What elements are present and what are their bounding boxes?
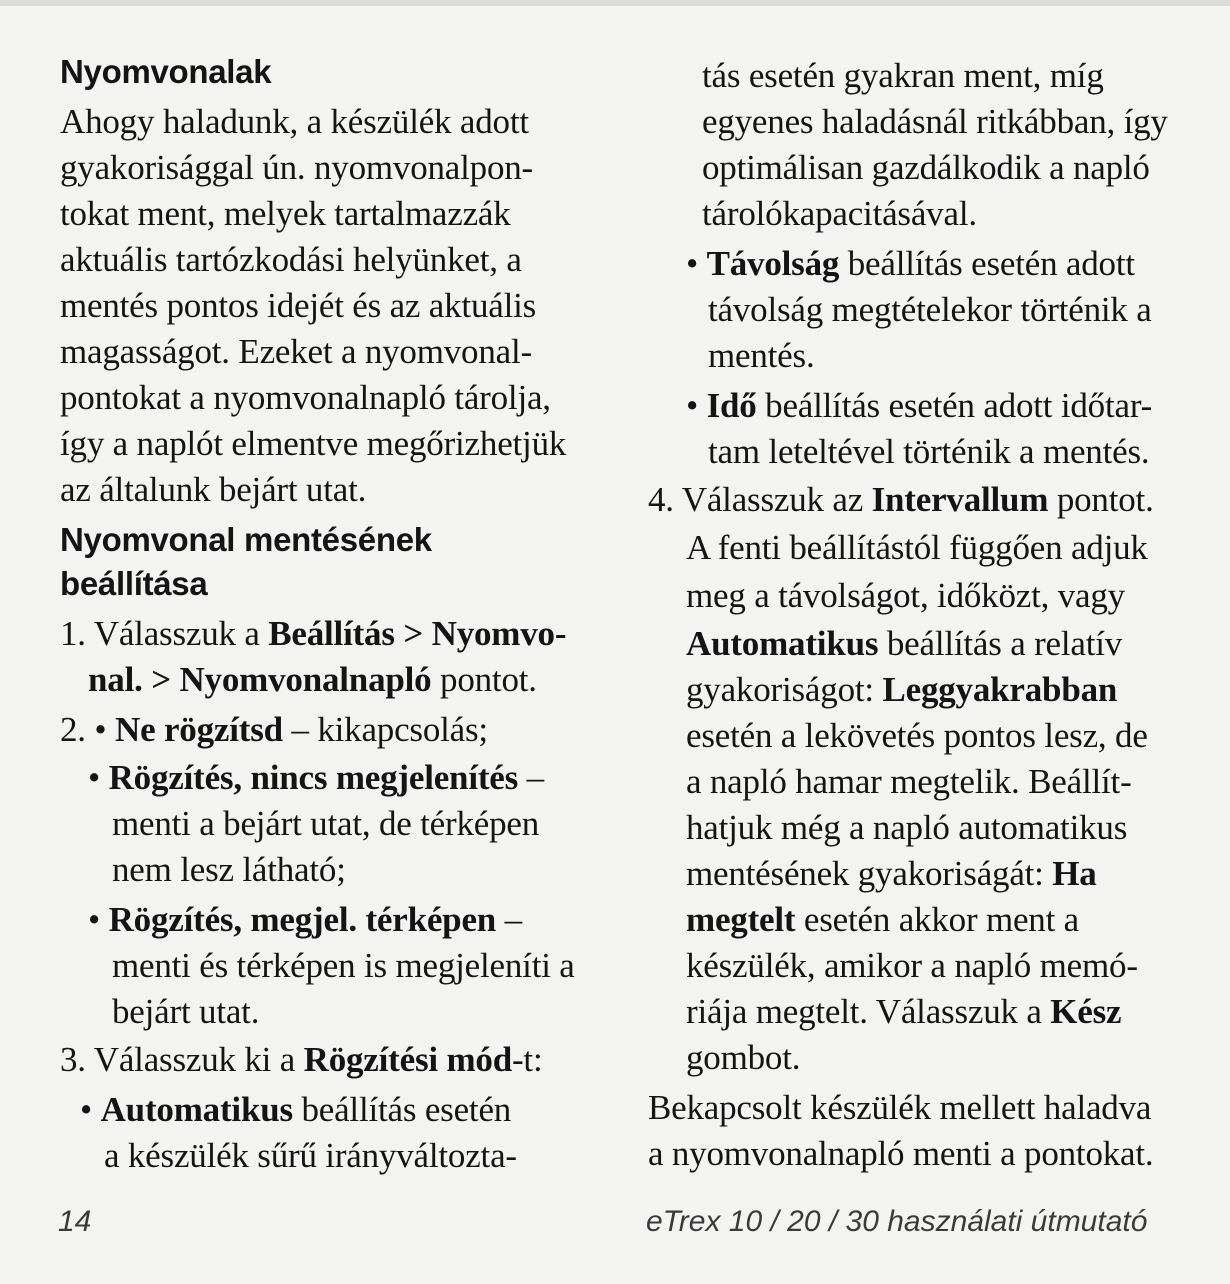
option-label: Rögzítés, megjel. térképen	[108, 900, 497, 939]
continuation-line: tárolókapacitásával.	[702, 194, 977, 233]
step-4-line: hatjuk még a napló automatikus	[686, 808, 1128, 847]
paragraph-line: mentés pontos idejét és az aktuális	[60, 286, 537, 325]
scan-edge-top	[0, 0, 1230, 6]
paragraph-line: így a naplót elmentve megőrizhetjük	[60, 424, 567, 463]
bullet: •	[88, 758, 109, 797]
when-full-label-cont: megtelt	[686, 900, 796, 939]
step-4-line	[686, 852, 1097, 896]
step-4-prefix: 4. Válasszuk az	[648, 480, 872, 519]
option-text-line: a készülék sűrű irányváltozta-	[104, 1136, 517, 1175]
continuation-line: egyenes haladásnál ritkábban, így	[702, 102, 1168, 141]
step-3-prefix: 3. Válasszuk ki a	[60, 1040, 304, 1079]
step-4	[648, 478, 1154, 522]
step-2-option-record-no-display	[88, 756, 544, 800]
step-4-line: a napló hamar megtelik. Beállít-	[686, 762, 1132, 801]
option-label: Ne rögzítsd	[115, 710, 283, 749]
bullet: •	[80, 1090, 101, 1129]
done-label: Kész	[1050, 992, 1122, 1031]
step-4-text: riája megtelt. Válasszuk a	[686, 992, 1051, 1031]
step-4-text: mentésének gyakoriságát:	[686, 854, 1053, 893]
option-text-line: mentés.	[708, 336, 815, 375]
step-3-suffix: -t:	[511, 1040, 543, 1079]
step-4-line: A fenti beállítástól függően adjuk	[686, 528, 1148, 567]
record-mode-label: Rögzítési mód	[303, 1040, 512, 1079]
paragraph-line: pontokat a nyomvonalnapló tárolja,	[60, 378, 551, 417]
step-4-line	[686, 898, 1079, 942]
step-1-cont	[88, 658, 537, 702]
option-text: beállítás esetén adott	[839, 244, 1135, 283]
option-text: beállítás esetén adott időtar-	[756, 386, 1153, 425]
menu-path: Beállítás > Nyomvo-	[268, 614, 567, 653]
option-text: – kikapcsolás;	[282, 710, 488, 749]
manual-title: eTrex 10 / 20 / 30 használati útmutató	[646, 1205, 1148, 1238]
continuation-line: optimálisan gazdálkodik a napló	[702, 148, 1150, 187]
step-4-text: gyakoriságot:	[686, 670, 883, 709]
paragraph-line: magasságot. Ezeket a nyomvonal-	[60, 332, 532, 371]
automatic-label: Automatikus	[686, 624, 879, 663]
option-text-line: nem lesz látható;	[112, 850, 346, 889]
paragraph-line: az általunk bejárt utat.	[60, 470, 367, 509]
step-1-suffix: pontot.	[431, 660, 537, 699]
option-distance	[686, 242, 1135, 286]
option-text: beállítás esetén	[292, 1090, 512, 1129]
step-3-option-auto	[80, 1088, 511, 1132]
step-2-number: 2. •	[60, 710, 116, 749]
step-4-suffix: pontot.	[1048, 480, 1154, 519]
paragraph-line: aktuális tartózkodási helyünket, a	[60, 240, 522, 279]
section-heading-track-saving: Nyomvonal mentésének	[60, 521, 432, 558]
option-dash: –	[518, 758, 544, 797]
option-text-line: tam leteltével történik a mentés.	[708, 432, 1150, 471]
step-3	[60, 1038, 542, 1082]
bullet: •	[88, 900, 109, 939]
most-often-label: Leggyakrabban	[882, 670, 1118, 709]
when-full-label: Ha	[1052, 854, 1097, 893]
step-4-line: készülék, amikor a napló memó-	[686, 946, 1138, 985]
option-text-line: távolság megtételekor történik a	[708, 290, 1152, 329]
closing-line: a nyomvonalnapló menti a pontokat.	[648, 1134, 1154, 1173]
bullet: •	[686, 244, 707, 283]
step-1	[60, 612, 566, 656]
step-4-line: gombot.	[686, 1038, 801, 1077]
bullet: •	[686, 386, 707, 425]
paragraph-line: Ahogy haladunk, a készülék adott	[60, 102, 529, 141]
option-text-line: bejárt utat.	[112, 992, 260, 1031]
closing-line: Bekapcsolt készülék mellett haladva	[648, 1088, 1152, 1127]
interval-label: Intervallum	[871, 480, 1049, 519]
menu-path-cont: nal. > Nyomvonalnapló	[88, 660, 432, 699]
step-2-option-off	[60, 708, 488, 752]
step-4-line	[686, 668, 1117, 712]
option-label: Távolság	[706, 244, 840, 283]
page-number: 14	[58, 1205, 92, 1238]
step-4-line	[686, 990, 1121, 1034]
step-1-prefix: 1. Válasszuk a	[60, 614, 269, 653]
option-text-line: menti és térképen is megjeleníti a	[112, 946, 575, 985]
step-4-line: esetén a lekövetés pontos lesz, de	[686, 716, 1148, 755]
continuation-line: tás esetén gyakran ment, míg	[702, 56, 1104, 95]
option-label: Automatikus	[100, 1090, 293, 1129]
section-heading-track-saving-cont: beállítása	[60, 565, 208, 602]
step-2-option-record-display	[88, 898, 522, 942]
option-label: Idő	[706, 386, 757, 425]
paragraph-line: gyakorisággal ún. nyomvonalpon-	[60, 148, 534, 187]
option-time	[686, 384, 1152, 428]
step-4-text: esetén akkor ment a	[795, 900, 1080, 939]
paragraph-line: tokat ment, melyek tartalmazzák	[60, 194, 511, 233]
option-dash: –	[496, 900, 522, 939]
section-heading-tracks: Nyomvonalak	[60, 53, 272, 90]
step-4-line	[686, 622, 1122, 666]
option-text-line: menti a bejárt utat, de térképen	[112, 804, 540, 843]
option-label: Rögzítés, nincs megjelenítés	[108, 758, 519, 797]
step-4-text: beállítás a relatív	[878, 624, 1123, 663]
step-4-line: meg a távolságot, időközt, vagy	[686, 576, 1125, 615]
